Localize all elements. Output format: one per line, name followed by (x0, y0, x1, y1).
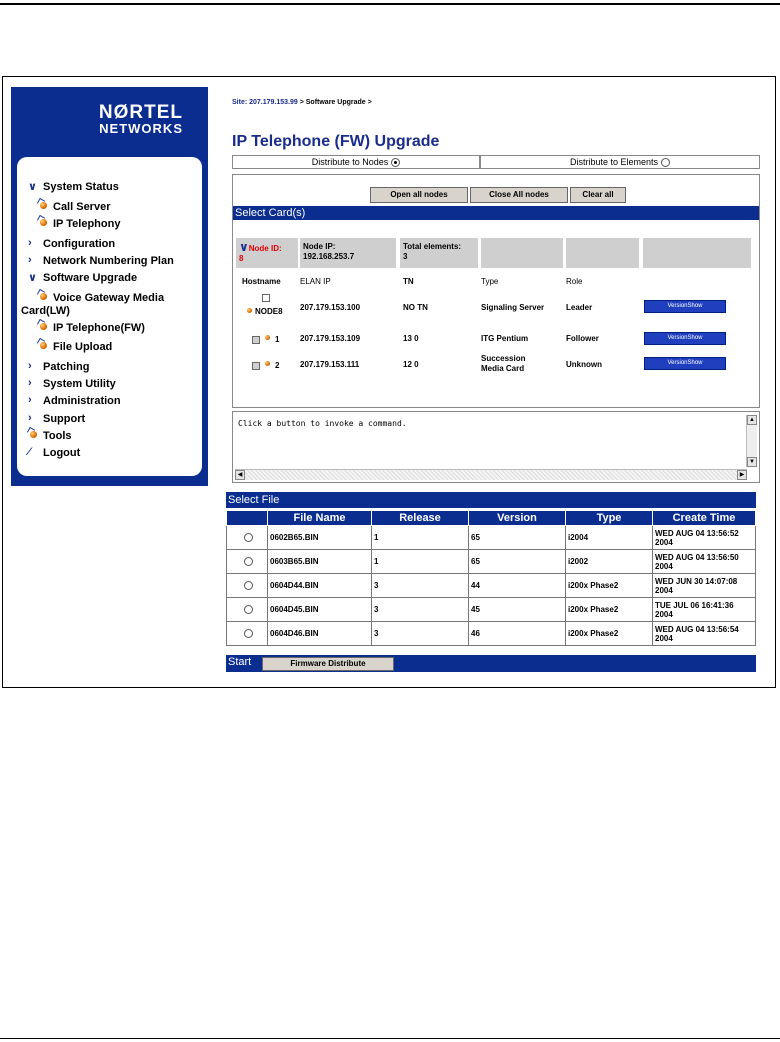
nav-support[interactable] (28, 412, 86, 425)
version-show-button[interactable]: VersionShow (644, 300, 726, 313)
card-host: 2 (275, 361, 280, 370)
card-role: Follower (566, 334, 599, 343)
card-tn: 12 0 (403, 360, 419, 369)
file-radio[interactable] (244, 533, 253, 542)
file-type: i200x Phase2 (566, 574, 653, 598)
start-bar (226, 655, 756, 672)
col-tn: TN (403, 277, 414, 286)
file-name: 0602B65.BIN (268, 526, 372, 550)
col-select (227, 511, 268, 526)
bullet-icon (30, 431, 37, 438)
scroll-left-icon[interactable]: ◀ (235, 470, 245, 480)
distribute-elements-option[interactable] (480, 155, 760, 169)
status-dot-icon (265, 335, 270, 340)
node8-checkbox[interactable] (262, 294, 270, 302)
file-release: 1 (372, 526, 469, 550)
nav-ip-telephone-fw[interactable] (53, 322, 145, 334)
table-row[interactable] (227, 598, 756, 622)
version-show-button[interactable]: VersionShow (644, 332, 726, 345)
node-empty-cell (481, 238, 563, 268)
status-dot-icon (265, 361, 270, 366)
file-release: 3 (372, 622, 469, 646)
nav-call-server[interactable] (53, 201, 110, 213)
nav-label: IP Telephony (53, 218, 121, 230)
top-rule (0, 3, 780, 5)
nav-label: Administration (43, 395, 121, 407)
distribute-elements-radio[interactable] (661, 158, 670, 167)
breadcrumb (232, 99, 372, 106)
nav-tools[interactable] (43, 430, 72, 442)
file-name: 0604D46.BIN (268, 622, 372, 646)
col-type: Type (481, 277, 499, 286)
nav-label: Voice Gateway Media (53, 292, 165, 304)
logout-icon: ⁄ (28, 446, 30, 458)
chevron-down-icon: ∨ (28, 181, 37, 193)
nav-voice-gateway-media-card[interactable] (53, 292, 164, 304)
node-id-label: Node ID: (248, 244, 282, 253)
close-all-nodes-button[interactable]: Close All nodes (470, 187, 568, 203)
col-create-time: Create Time (653, 511, 756, 526)
file-type: i200x Phase2 (566, 598, 653, 622)
card-host: 1 (275, 335, 280, 344)
row-select-cell (227, 622, 268, 646)
node-ip-cell (300, 238, 396, 268)
nav-label: Software Upgrade (43, 272, 138, 284)
nav-system-status[interactable] (28, 181, 119, 193)
node-empty-cell (643, 238, 751, 268)
chevron-right-icon: › (28, 360, 32, 372)
nav-label: System Utility (43, 378, 116, 390)
card-type: ITG Pentium (481, 334, 529, 343)
nav-label: Patching (43, 361, 90, 373)
nav-patching[interactable] (28, 360, 90, 373)
card2-checkbox[interactable] (252, 362, 260, 370)
nav-ip-telephony[interactable] (53, 218, 120, 230)
nav-software-upgrade[interactable] (28, 272, 138, 284)
nav-label: Support (43, 413, 86, 425)
file-radio[interactable] (244, 557, 253, 566)
node-ip-label: Node IP: (303, 242, 336, 251)
distribute-nodes-radio[interactable] (391, 158, 400, 167)
file-create-time: WED AUG 04 13:56:52 2004 (653, 526, 756, 550)
card-role: Leader (566, 303, 593, 312)
file-radio[interactable] (244, 629, 253, 638)
logo-line2: NETWORKS (99, 121, 183, 136)
file-name: 0604D44.BIN (268, 574, 372, 598)
file-create-time: WED JUN 30 14:07:08 2004 (653, 574, 756, 598)
console-text: Click a button to invoke a command. (238, 419, 407, 428)
nav-voice-gateway-media-card-cont[interactable] (21, 305, 70, 317)
nav-system-utility[interactable] (28, 377, 116, 390)
node-ip-value: 192.168.253.7 (303, 252, 355, 261)
total-elements-value: 3 (403, 252, 408, 261)
bullet-icon (40, 342, 47, 349)
nav-label: File Upload (53, 341, 113, 353)
nav-label: Logout (43, 447, 81, 459)
chevron-right-icon: › (28, 237, 32, 249)
breadcrumb-path[interactable]: > Software Upgrade > (297, 99, 372, 106)
status-dot-icon (247, 308, 252, 313)
col-type: Type (566, 511, 653, 526)
nav-label: Call Server (53, 201, 111, 213)
total-elements-cell (400, 238, 478, 268)
version-show-button[interactable]: VersionShow (644, 357, 726, 370)
nav-label: Card(LW) (21, 305, 70, 317)
start-label: Start (228, 656, 252, 668)
bullet-icon (40, 219, 47, 226)
file-version: 65 (469, 526, 566, 550)
select-file-header: Select File (226, 492, 756, 508)
chevron-right-icon: › (28, 377, 32, 389)
chevron-right-icon: › (28, 394, 32, 406)
card-elan-ip: 207.179.153.109 (300, 334, 361, 343)
file-table (226, 510, 756, 646)
command-output-console[interactable] (232, 411, 760, 483)
table-row[interactable] (227, 622, 756, 646)
col-elan-ip: ELAN IP (300, 277, 331, 286)
file-type: i2002 (566, 550, 653, 574)
open-all-nodes-button[interactable]: Open all nodes (370, 187, 468, 203)
file-create-time: WED AUG 04 13:56:50 2004 (653, 550, 756, 574)
card-tn: NO TN (403, 303, 428, 312)
nav-label: Tools (43, 430, 72, 442)
file-create-time: TUE JUL 06 16:41:36 2004 (653, 598, 756, 622)
nav-panel (17, 157, 202, 476)
card-role: Unknown (566, 360, 602, 369)
file-table-header (227, 511, 756, 526)
bottom-rule (0, 1038, 780, 1039)
bullet-icon (40, 323, 47, 330)
nav-network-numbering-plan[interactable] (28, 254, 174, 267)
card1-checkbox[interactable] (252, 336, 260, 344)
page-title: IP Telephone (FW) Upgrade (232, 133, 440, 150)
nortel-logo (53, 103, 183, 135)
distribute-selector (232, 155, 760, 169)
scroll-right-icon[interactable]: ▶ (737, 470, 747, 480)
card-tn: 13 0 (403, 334, 419, 343)
file-release: 3 (372, 598, 469, 622)
nav-logout[interactable] (28, 446, 81, 459)
file-version: 65 (469, 550, 566, 574)
vertical-scrollbar[interactable] (746, 415, 757, 467)
total-elements-label: Total elements: (403, 242, 462, 251)
file-radio[interactable] (244, 581, 253, 590)
logo-line1: NØRTEL (98, 102, 183, 123)
row-select-cell (227, 598, 268, 622)
nav-label: System Status (43, 181, 119, 193)
file-type: i2004 (566, 526, 653, 550)
col-file-name: File Name (268, 511, 372, 526)
file-type: i200x Phase2 (566, 622, 653, 646)
bullet-icon (40, 202, 47, 209)
row-select-cell (227, 574, 268, 598)
card-host: NODE8 (255, 307, 283, 316)
file-version: 46 (469, 622, 566, 646)
card-type: Signaling Server (481, 303, 545, 312)
chevron-down-icon: ∨ (28, 272, 37, 284)
nav-label: Configuration (43, 238, 116, 250)
chevron-down-icon: ∨ (239, 240, 249, 254)
file-version: 45 (469, 598, 566, 622)
breadcrumb-site[interactable]: Site: 207.179.153.99 (232, 99, 298, 106)
table-row[interactable] (227, 550, 756, 574)
table-row[interactable] (227, 526, 756, 550)
node-id-cell[interactable] (236, 238, 298, 268)
firmware-distribute-button[interactable]: Firmware Distribute (262, 657, 394, 671)
table-row[interactable] (227, 574, 756, 598)
nav-label: Network Numbering Plan (43, 255, 174, 267)
file-release: 3 (372, 574, 469, 598)
col-hostname: Hostname (242, 277, 281, 286)
row-select-cell (227, 526, 268, 550)
nav-administration[interactable] (28, 394, 121, 407)
col-version: Version (469, 511, 566, 526)
file-create-time: WED AUG 04 13:56:54 2004 (653, 622, 756, 646)
select-cards-header: Select Card(s) (233, 206, 759, 220)
chevron-right-icon: › (28, 254, 32, 266)
clear-all-button[interactable]: Clear all (570, 187, 626, 203)
file-version: 44 (469, 574, 566, 598)
file-name: 0603B65.BIN (268, 550, 372, 574)
sidebar (11, 87, 208, 486)
card-elan-ip: 207.179.153.111 (300, 360, 360, 369)
horizontal-scrollbar[interactable] (235, 469, 747, 480)
node-empty-cell (566, 238, 639, 268)
file-radio[interactable] (244, 605, 253, 614)
card-elan-ip: 207.179.153.100 (300, 303, 361, 312)
bullet-icon (40, 293, 47, 300)
card-selection-panel (232, 174, 760, 408)
row-select-cell (227, 550, 268, 574)
scroll-up-icon[interactable]: ▲ (747, 415, 757, 425)
node-id-value: 8 (239, 254, 244, 263)
col-role: Role (566, 277, 583, 286)
chevron-right-icon: › (28, 412, 32, 424)
col-release: Release (372, 511, 469, 526)
nav-configuration[interactable] (28, 237, 116, 250)
file-name: 0604D45.BIN (268, 598, 372, 622)
nav-label: IP Telephone(FW) (53, 322, 145, 334)
nav-file-upload[interactable] (53, 341, 112, 353)
distribute-nodes-option[interactable] (232, 155, 480, 169)
file-release: 1 (372, 550, 469, 574)
card-type: Succession Media Card (481, 354, 526, 373)
distribute-elements-label: Distribute to Elements (569, 157, 659, 167)
distribute-nodes-label: Distribute to Nodes (311, 157, 389, 167)
scroll-down-icon[interactable]: ▼ (747, 457, 757, 467)
